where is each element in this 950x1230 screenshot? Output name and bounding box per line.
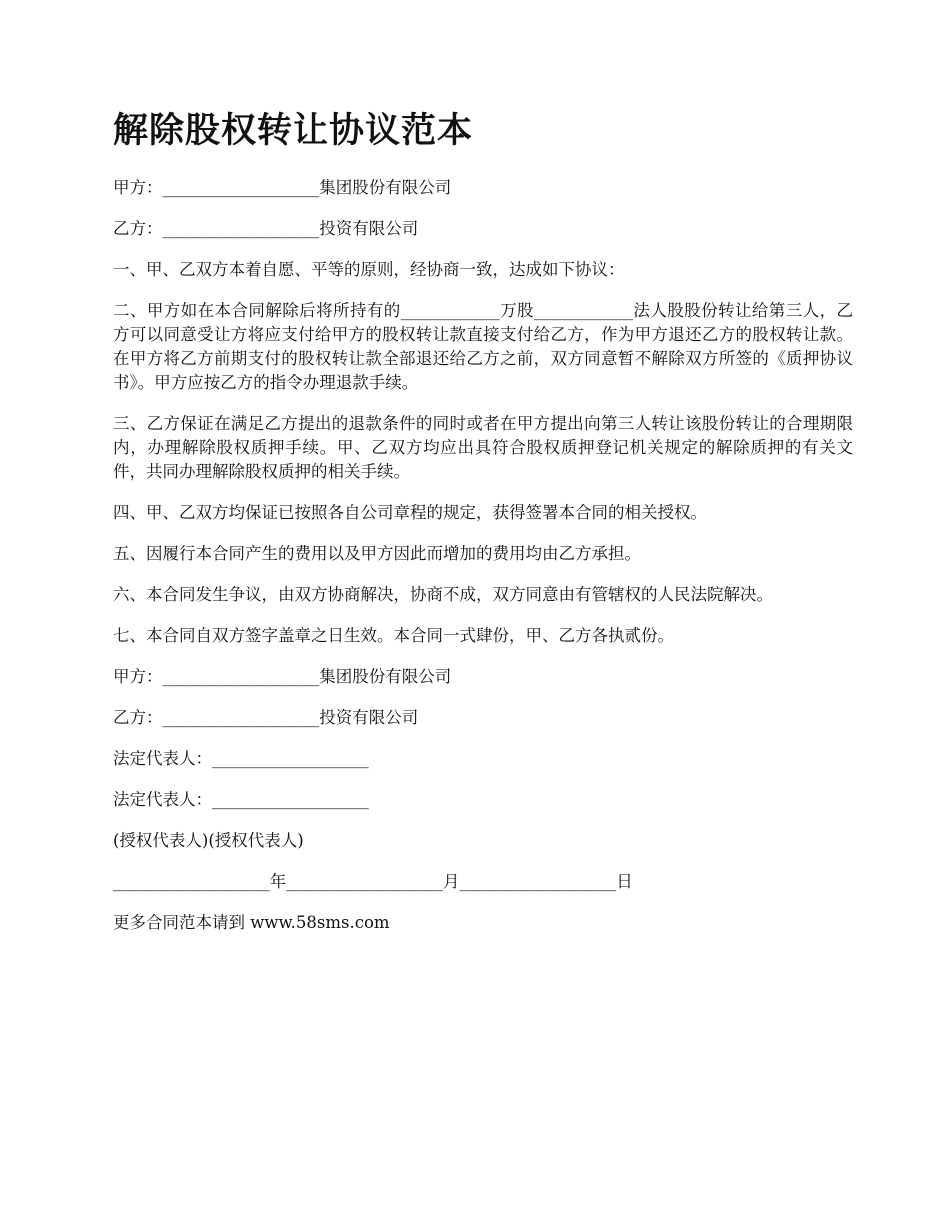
footer-note: 更多合同范本请到 www.58sms.com — [113, 913, 390, 932]
authorized-representative-line: (授权代表人)(授权代表人) — [113, 831, 304, 850]
party-b-line: 乙方：___________________投资有限公司 — [113, 219, 419, 238]
signature-party-b: 乙方：___________________投资有限公司 — [113, 708, 419, 727]
legal-representative-a: 法定代表人：___________________ — [113, 749, 369, 768]
clause-3: 三、乙方保证在满足乙方提出的退款条件的同时或者在甲方提出向第三人转让该股份转让的合理期限内，办理解除股权质押手续。甲、乙双方均应出具符合股权质押登记机关规定的解除质押的有关文件，共同办理解除股权质押的相关手续。 — [113, 414, 853, 481]
clause-6: 六、本合同发生争议，由双方协商解决，协商不成，双方同意由有管辖权的人民法院解决。 — [113, 585, 773, 604]
document-page — [113, 108, 853, 952]
clause-5: 五、因履行本合同产生的费用以及甲方因此而增加的费用均由乙方承担。 — [113, 544, 641, 563]
clause-2: 二、甲方如在本合同解除后将所持有的____________万股____________法人股股份转让给第三人，乙方可以同意受让方将应支付给甲方的股权转让款直接支付给乙方，作为甲方退还乙方的股权转让款。在甲方将乙方前期支付的股权转让款全部退还给乙方之前，双方同意暂不解除双方所签的《质押协议书》。甲方应按乙方的指令办理退款手续。 — [113, 301, 853, 392]
legal-representative-b: 法定代表人：___________________ — [113, 790, 369, 809]
date-line: ___________________年___________________月___________________日 — [113, 872, 633, 891]
clause-1: 一、甲、乙双方本着自愿、平等的原则，经协商一致，达成如下协议： — [113, 260, 625, 279]
signature-party-a: 甲方：___________________集团股份有限公司 — [113, 667, 452, 686]
party-a-line: 甲方：___________________集团股份有限公司 — [113, 178, 452, 197]
clause-4: 四、甲、乙双方均保证已按照各自公司章程的规定，获得签署本合同的相关授权。 — [113, 503, 707, 522]
clause-7: 七、本合同自双方签字盖章之日生效。本合同一式肆份，甲、乙方各执贰份。 — [113, 626, 674, 645]
document-title: 解除股权转让协议范本 — [113, 111, 474, 151]
